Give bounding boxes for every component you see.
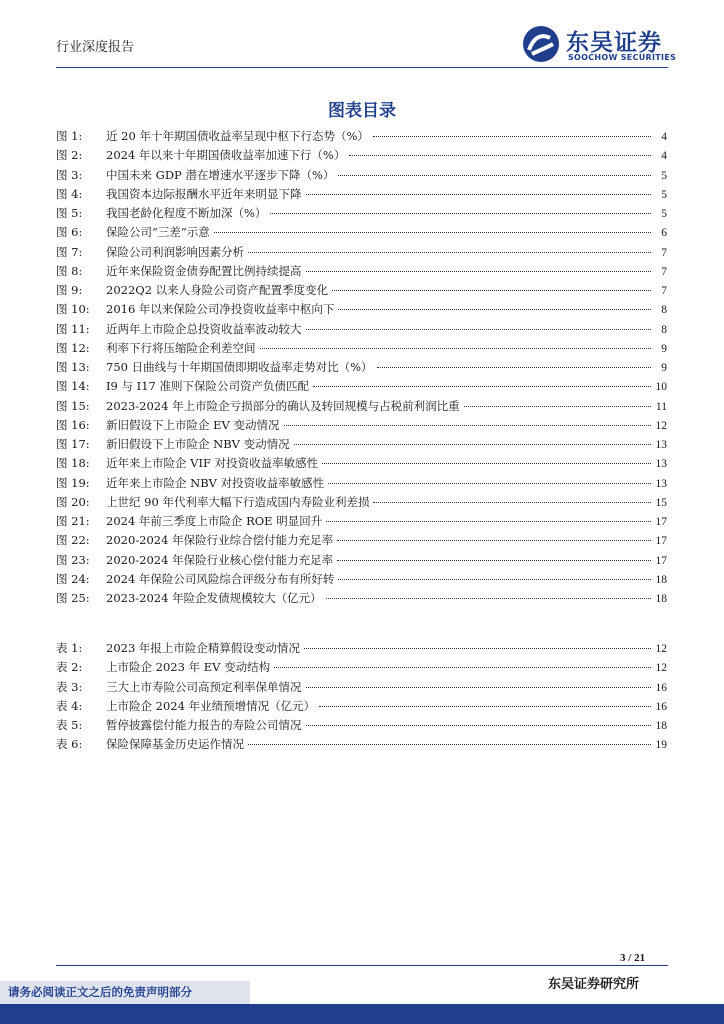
page-separator: / bbox=[625, 952, 635, 964]
page-number bbox=[620, 952, 645, 964]
figure-entry[interactable] bbox=[56, 455, 667, 474]
table-entry[interactable] bbox=[56, 717, 667, 736]
figure-entry[interactable] bbox=[56, 128, 667, 147]
figure-entry-title: 2016 年以来保险公司净投资收益率中枢向下 bbox=[106, 302, 335, 317]
figure-entry-number: 图 18: bbox=[56, 456, 90, 471]
figure-entry-title: 近年来上市险企 NBV 对投资收益率敏感性 bbox=[106, 475, 325, 490]
figure-entry-page: 17 bbox=[655, 516, 667, 528]
figure-entry[interactable] bbox=[56, 205, 667, 224]
figure-entry-leader bbox=[270, 213, 651, 214]
figure-entry-leader bbox=[322, 463, 651, 464]
table-entry-title: 暂停披露偿付能力报告的寿险公司情况 bbox=[106, 718, 302, 732]
figure-entry-leader bbox=[337, 540, 651, 541]
figure-entry-number: 图 9: bbox=[56, 283, 83, 297]
figure-entry-number: 图 22: bbox=[56, 533, 90, 548]
figure-entry-page: 12 bbox=[655, 419, 667, 432]
figure-entry-number: 图 2: bbox=[56, 148, 83, 163]
table-entry[interactable] bbox=[56, 659, 667, 678]
figure-entry[interactable] bbox=[56, 494, 667, 513]
figure-entry-page: 18 bbox=[655, 593, 667, 605]
figure-entry-page: 8 bbox=[661, 323, 667, 336]
logo-chinese-name: 东吴证券 bbox=[566, 30, 662, 56]
figure-entry[interactable] bbox=[56, 552, 667, 571]
figure-entry-page: 9 bbox=[661, 362, 667, 374]
figure-entry-number: 图 6: bbox=[56, 225, 83, 240]
figure-entry-title: 近年来保险资金债券配置比例持续提高 bbox=[106, 263, 302, 278]
figure-entry[interactable] bbox=[56, 417, 667, 436]
table-entry[interactable] bbox=[56, 679, 667, 698]
figure-entry-number: 图 25: bbox=[56, 591, 90, 605]
figure-entry-page: 6 bbox=[661, 227, 667, 240]
company-logo bbox=[520, 24, 680, 64]
figure-entry-title: 新旧假设下上市险企 NBV 变动情况 bbox=[106, 437, 290, 451]
table-entry-leader bbox=[306, 725, 652, 726]
figure-entry-leader bbox=[328, 483, 651, 484]
page-current: 3 bbox=[620, 952, 626, 964]
figure-entry-leader bbox=[337, 560, 651, 561]
table-list bbox=[56, 640, 667, 756]
figure-entry-page: 4 bbox=[661, 131, 667, 143]
figure-entry-number: 图 3: bbox=[56, 167, 83, 182]
figure-entry[interactable] bbox=[56, 186, 667, 205]
figure-entry[interactable] bbox=[56, 378, 667, 397]
figure-entry-number: 图 5: bbox=[56, 206, 83, 220]
figure-entry-leader bbox=[338, 175, 651, 176]
figure-entry-number: 图 15: bbox=[56, 398, 90, 413]
figure-entry[interactable] bbox=[56, 321, 667, 340]
figure-entry-page: 9 bbox=[661, 342, 667, 355]
soochow-logo-icon bbox=[520, 24, 562, 64]
figure-entry-page: 8 bbox=[661, 304, 667, 317]
table-entry-page: 12 bbox=[655, 662, 667, 675]
figure-entry-number: 图 13: bbox=[56, 360, 90, 374]
bottom-brand-bar bbox=[0, 1004, 724, 1024]
figure-entry-title: 2022Q2 以来人身险公司资产配置季度变化 bbox=[106, 283, 329, 297]
figure-entry-page: 13 bbox=[655, 439, 667, 451]
figure-entry-leader bbox=[373, 502, 651, 503]
table-entry-leader bbox=[304, 648, 651, 649]
figure-entry-title: 中国未来 GDP 潜在增速水平逐步下降（%） bbox=[106, 167, 335, 182]
figure-entry-page: 7 bbox=[661, 285, 667, 297]
figure-list bbox=[56, 128, 667, 609]
figure-entry-page: 4 bbox=[661, 150, 667, 163]
table-entry-leader bbox=[274, 667, 651, 668]
footer-divider bbox=[56, 965, 668, 966]
figure-entry-title: 我国老龄化程度不断加深（%） bbox=[106, 206, 267, 220]
figure-entry[interactable] bbox=[56, 244, 667, 263]
figure-entry[interactable] bbox=[56, 167, 667, 186]
report-type-label: 行业深度报告 bbox=[56, 40, 135, 55]
table-entry-number: 表 3: bbox=[56, 679, 83, 694]
figure-entry-title: I9 与 I17 准则下保险公司资产负债匹配 bbox=[106, 379, 310, 394]
figure-entry[interactable] bbox=[56, 532, 667, 551]
header-divider bbox=[56, 67, 668, 68]
figure-entry[interactable] bbox=[56, 590, 667, 609]
table-entry[interactable] bbox=[56, 698, 667, 717]
table-entry-page: 19 bbox=[655, 739, 667, 752]
figure-entry-title: 新旧假设下上市险企 EV 变动情况 bbox=[106, 417, 280, 432]
figure-entry-leader bbox=[349, 155, 651, 156]
figure-entry-page: 7 bbox=[661, 265, 667, 278]
figure-entry[interactable] bbox=[56, 340, 667, 359]
figure-entry-number: 图 11: bbox=[56, 321, 90, 336]
figure-entry-leader bbox=[332, 290, 651, 291]
figure-entry-number: 图 8: bbox=[56, 263, 83, 278]
figure-entry-page: 13 bbox=[655, 477, 667, 490]
figure-entry[interactable] bbox=[56, 359, 667, 378]
table-entry-page: 12 bbox=[655, 643, 667, 655]
figure-entry-title: 近两年上市险企总投资收益率波动较大 bbox=[106, 321, 302, 336]
table-entry[interactable] bbox=[56, 640, 667, 659]
toc-title: 图表目录 bbox=[328, 101, 396, 121]
figure-entry[interactable] bbox=[56, 301, 667, 320]
figure-entry-number: 图 19: bbox=[56, 475, 90, 490]
figure-entry-title: 利率下行将压缩险企利差空间 bbox=[106, 340, 256, 355]
table-entry-title: 三大上市寿险公司高预定利率保单情况 bbox=[106, 679, 302, 694]
table-entry-page: 18 bbox=[655, 720, 667, 732]
table-entry-number: 表 4: bbox=[56, 698, 83, 713]
figure-entry-page: 5 bbox=[661, 208, 667, 220]
figure-entry-leader bbox=[313, 386, 651, 387]
figure-entry-title: 上世纪 90 年代利率大幅下行造成国内寿险业利差损 bbox=[106, 494, 370, 509]
figure-entry-page: 17 bbox=[655, 535, 667, 548]
figure-entry-page: 17 bbox=[655, 554, 667, 567]
figure-entry[interactable] bbox=[56, 513, 667, 532]
figure-entry-page: 13 bbox=[655, 458, 667, 471]
figure-entry-leader bbox=[338, 309, 651, 310]
figure-entry-leader bbox=[306, 271, 652, 272]
figure-entry[interactable] bbox=[56, 147, 667, 166]
table-entry-number: 表 1: bbox=[56, 641, 83, 655]
figure-entry-title: 保险公司“三差”示意 bbox=[106, 225, 210, 240]
figure-entry-title: 我国资本边际报酬水平近年来明显下降 bbox=[106, 186, 302, 201]
table-entry-leader bbox=[248, 744, 651, 745]
figure-entry[interactable] bbox=[56, 475, 667, 494]
figure-entry-page: 11 bbox=[655, 400, 667, 413]
table-entry-number: 表 6: bbox=[56, 737, 83, 752]
figure-entry-page: 5 bbox=[661, 169, 667, 182]
figure-entry-leader bbox=[306, 329, 652, 330]
table-entry-title: 上市险企 2024 年业绩预增情况（亿元） bbox=[106, 698, 316, 713]
disclaimer-text: 请务必阅读正文之后的免责声明部分 bbox=[8, 985, 192, 999]
figure-entry[interactable] bbox=[56, 224, 667, 243]
figure-entry-number: 图 7: bbox=[56, 244, 83, 259]
figure-entry-number: 图 12: bbox=[56, 340, 90, 355]
figure-entry-title: 近 20 年十年期国债收益率呈现中枢下行态势（%） bbox=[106, 129, 369, 143]
figure-entry-title: 2020-2024 年保险行业核心偿付能力充足率 bbox=[106, 552, 334, 567]
table-entry-page: 16 bbox=[655, 700, 667, 713]
table-entry-number: 表 5: bbox=[56, 718, 83, 732]
figure-entry-number: 图 14: bbox=[56, 379, 90, 394]
figure-entry-page: 15 bbox=[655, 496, 667, 509]
figure-entry-leader bbox=[373, 136, 651, 137]
figure-entry[interactable] bbox=[56, 282, 667, 301]
figure-entry-number: 图 24: bbox=[56, 571, 90, 586]
figure-entry-leader bbox=[294, 444, 651, 445]
figure-entry-leader bbox=[306, 194, 652, 195]
table-entry[interactable] bbox=[56, 736, 667, 755]
figure-entry-page: 5 bbox=[661, 188, 667, 201]
figure-entry-title: 2023-2024 年险企发债规模较大（亿元） bbox=[106, 591, 322, 605]
figure-entry-leader bbox=[260, 348, 652, 349]
table-entry-page: 16 bbox=[655, 681, 667, 694]
figure-entry-title: 近年来上市险企 VIF 对投资收益率敏感性 bbox=[106, 456, 319, 471]
figure-entry-title: 2024 年保险公司风险综合评级分布有所好转 bbox=[106, 571, 335, 586]
table-entry-number: 表 2: bbox=[56, 660, 83, 675]
figure-entry-leader bbox=[326, 598, 651, 599]
figure-entry-number: 图 21: bbox=[56, 514, 90, 528]
figure-entry-title: 2024 年前三季度上市险企 ROE 明显回升 bbox=[106, 514, 323, 528]
table-entry-title: 2023 年报上市险企精算假设变动情况 bbox=[106, 641, 300, 655]
figure-entry-leader bbox=[338, 579, 651, 580]
figure-entry[interactable] bbox=[56, 398, 667, 417]
figure-entry-leader bbox=[377, 367, 651, 368]
table-entry-title: 上市险企 2023 年 EV 变动结构 bbox=[106, 660, 271, 675]
figure-entry-number: 图 20: bbox=[56, 494, 90, 509]
footer-organization: 东吴证券研究所 bbox=[548, 977, 640, 992]
table-entry-title: 保险保障基金历史运作情况 bbox=[106, 737, 244, 752]
disclaimer-banner bbox=[0, 981, 250, 1004]
figure-entry-leader bbox=[284, 425, 651, 426]
figure-entry-number: 图 10: bbox=[56, 302, 90, 317]
figure-entry-title: 2023-2024 年上市险企亏损部分的确认及转回规模与占税前利润比重 bbox=[106, 398, 460, 413]
figure-entry-page: 18 bbox=[655, 573, 667, 586]
table-entry-leader bbox=[306, 687, 652, 688]
figure-entry-number: 图 23: bbox=[56, 552, 90, 567]
figure-entry-page: 7 bbox=[661, 246, 667, 259]
logo-english-name: SOOCHOW SECURITIES bbox=[568, 53, 677, 62]
page-total: 21 bbox=[634, 952, 646, 964]
figure-entry-page: 10 bbox=[655, 381, 667, 394]
figure-entry[interactable] bbox=[56, 263, 667, 282]
figure-entry[interactable] bbox=[56, 436, 667, 455]
figure-entry-number: 图 17: bbox=[56, 437, 90, 451]
figure-entry-leader bbox=[464, 406, 651, 407]
figure-entry-number: 图 16: bbox=[56, 417, 90, 432]
figure-entry-title: 750 日曲线与十年期国债即期收益率走势对比（%） bbox=[106, 360, 373, 374]
figure-entry-title: 2020-2024 年保险行业综合偿付能力充足率 bbox=[106, 533, 334, 548]
figure-entry-leader bbox=[326, 521, 651, 522]
table-entry-leader bbox=[319, 706, 651, 707]
figure-entry-number: 图 4: bbox=[56, 186, 83, 201]
figure-entry-title: 2024 年以来十年期国债收益率加速下行（%） bbox=[106, 148, 346, 163]
figure-entry-title: 保险公司利润影响因素分析 bbox=[106, 244, 244, 259]
figure-entry-number: 图 1: bbox=[56, 129, 83, 143]
figure-entry-leader bbox=[214, 232, 651, 233]
figure-entry[interactable] bbox=[56, 571, 667, 590]
figure-entry-leader bbox=[248, 252, 651, 253]
